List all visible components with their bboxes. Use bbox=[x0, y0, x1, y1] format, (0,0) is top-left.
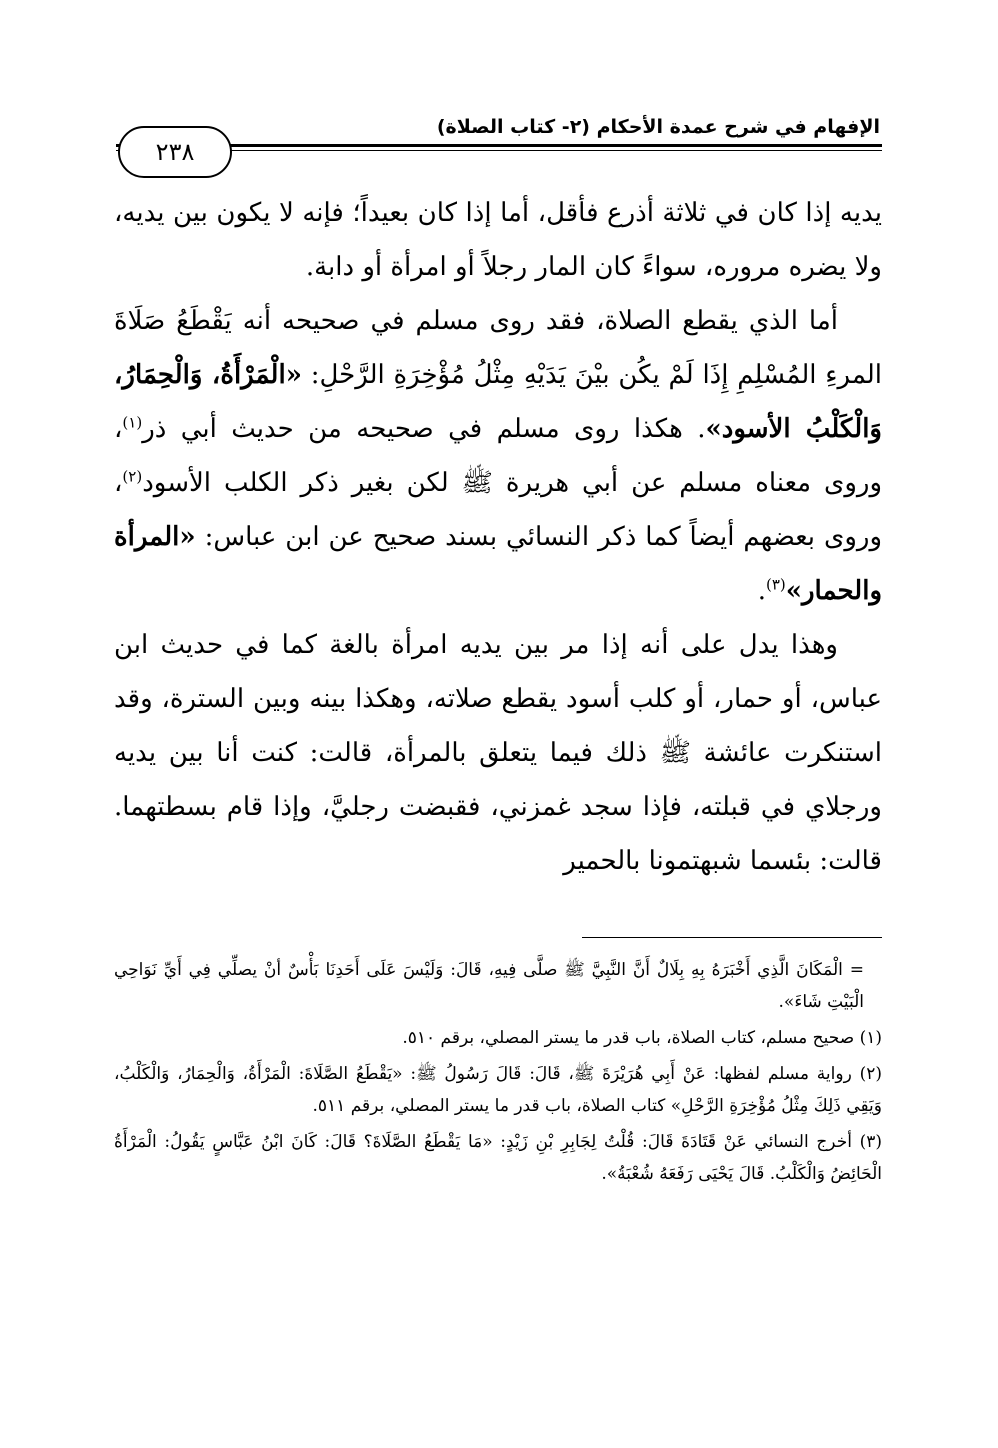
paragraph-2-text-c: . هكذا روى مسلم في صحيحه من حديث أبي ذر bbox=[142, 414, 706, 444]
running-header-title: الإفهام في شرح عمدة الأحكام (٢- كتاب الصلاة) bbox=[436, 116, 880, 138]
paragraph-3: وهذا يدل على أنه إذا مر بين يديه امرأة بالغة كما في حديث ابن عباس، أو حمار، أو كلب أسود يقطع صلاته، وهكذا بينه وبين السترة، وقد استنكرت عائشة ﷺ ذلك فيما يتعلق بالمرأة، قالت: كنت أنا بين يديه ورجلاي في قبلته، فإذا سجد غمزني، فقبضت رجليَّ، وإذا قام بسطتهما. قالت: بئسما شبهتمونا بالحمير bbox=[114, 630, 882, 876]
footnotes bbox=[114, 954, 882, 1194]
footnote-ref-3[interactable]: (٣) bbox=[765, 575, 786, 594]
footnote-separator bbox=[582, 937, 882, 938]
paragraph-2-end: . bbox=[757, 576, 766, 606]
paragraph-2-text-d: ، وروى معناه مسلم عن أبي هريرة ﷺ لكن بغير ذكر الكلب الأسود bbox=[114, 414, 882, 498]
main-text bbox=[114, 186, 882, 888]
footnote-ref-2[interactable]: (٢) bbox=[122, 467, 143, 486]
footnote-3: (٣) أخرج النسائي عَنْ قَتَادَةَ قَالَ: قُلْتُ لِجَابِرِ بْنِ زَيْدٍ: «مَا يَقْطَعُ الصَّلَاةَ؟ قَالَ: كَانَ ابْنُ عَبَّاسٍ يَقُولُ: الْمَرْأَةُ الْحَائِضُ وَالْكَلْبُ. قَالَ يَحْيَى رَفَعَهُ شُعْبَةُ». bbox=[114, 1132, 882, 1184]
nasai-quote-bold: «المرأة والحمار» bbox=[114, 522, 882, 606]
paragraph-1: يديه إذا كان في ثلاثة أذرع فأقل، أما إذا كان بعيداً؛ فإنه لا يكون بين يديه، ولا يضره مروره، سواءً كان المار رجلاً أو امرأة أو دابة. bbox=[114, 198, 882, 282]
hadith-quote-bold: «الْمَرْأَةُ، وَالْحِمَارُ، وَالْكَلْبُ الأسود» bbox=[114, 360, 882, 444]
page-number-badge: ٢٣٨ bbox=[118, 126, 232, 178]
paragraph-2 bbox=[114, 294, 882, 618]
footnote-ref-1[interactable]: (١) bbox=[122, 413, 143, 432]
footnote-2: (٢) رواية مسلم لفظها: عَنْ أَبِي هُرَيْرَةَ ﷺ، قَالَ: قَالَ رَسُولُ ﷺ: «يَقْطَعُ الصَّلَاةَ: الْمَرْأَةُ، وَالْحِمَارُ، وَالْكَلْبُ، وَيَقِي ذَلِكَ مِثْلُ مُؤْخِرَةِ الرَّحْلِ» كتاب الصلاة، باب قدر ما يستر المصلي، برقم ٥١١. bbox=[114, 1064, 882, 1116]
paragraph-2-text-a: أما الذي يقطع الصلاة، فقد روى مسلم في صحيحه أنه يَقْطَعُ صَلَاةَ المرءِ المُسْلِمِ إِذَا لَمْ يكُن بيْنَ يَدَيْهِ مِثْلُ مُؤْخِرَةِ الرَّحْلِ: bbox=[114, 306, 883, 390]
paragraph-2-text-e: ، وروى بعضهم أيضاً كما ذكر النسائي بسند صحيح عن ابن عباس: bbox=[114, 468, 882, 552]
footnote-1: (١) صحيح مسلم، كتاب الصلاة، باب قدر ما يستر المصلي، برقم ٥١٠. bbox=[402, 1028, 882, 1048]
footnote-continuation: = الْمَكَانَ الَّذِي أَخْبَرَهُ بِهِ بِلَالٌ أَنَّ النَّبِيَّ ﷺ صلَّى فِيهِ، قَالَ: وَلَيْسَ عَلَى أَحَدِنَا بَأْسٌ أنْ يصلِّي فِي أَيِّ نَوَاحِي الْبَيْتِ شَاءَ». bbox=[114, 960, 864, 1012]
